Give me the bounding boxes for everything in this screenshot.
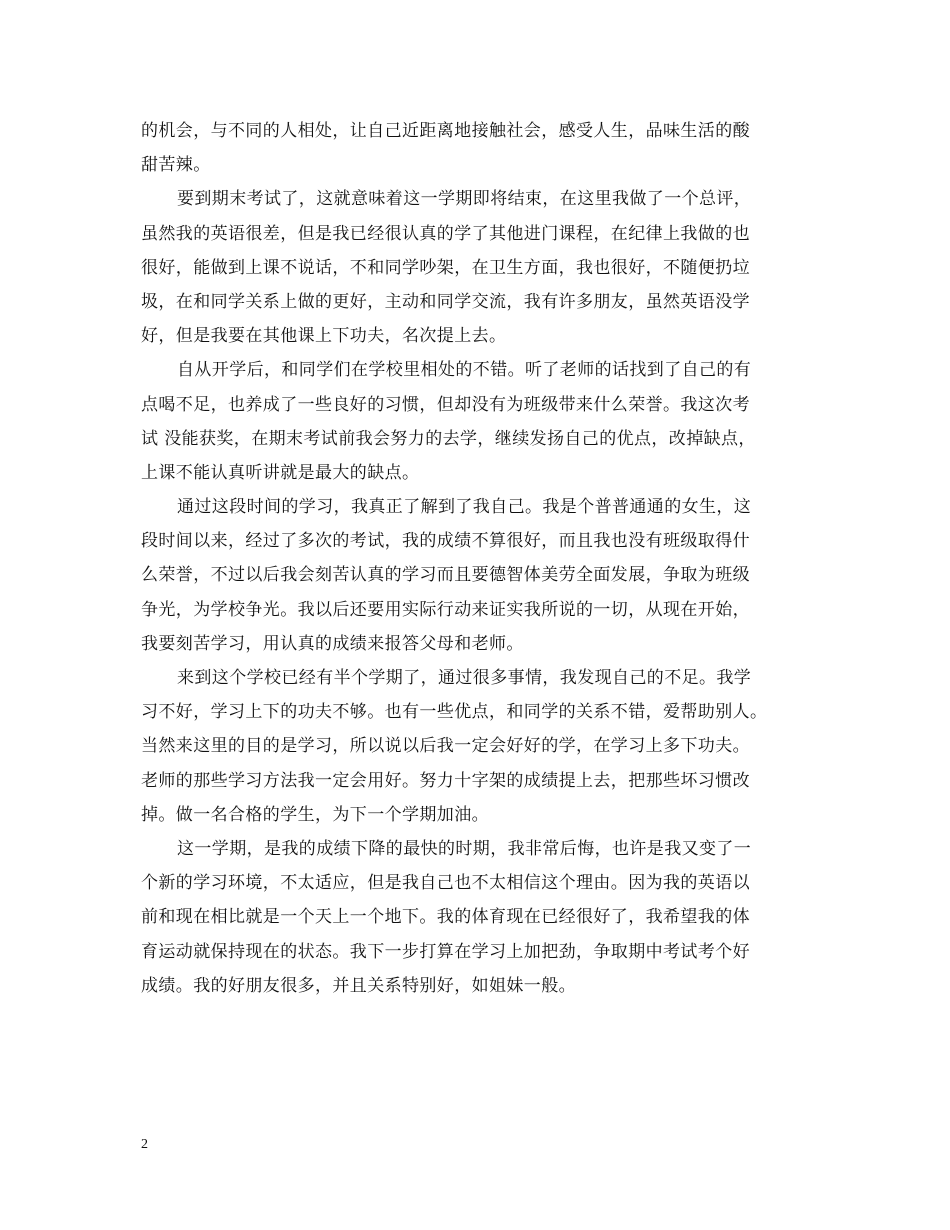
text-line: 当然来这里的目的是学习，所以说以后我一定会好好的学，在学习上多下功夫。 [141, 736, 750, 757]
text-line: 点喝不足，也养成了一些良好的习惯，但却没有为班级带来什么荣誉。我这次考 [141, 394, 750, 415]
text-line: 很好，能做到上课不说话，不和同学吵架，在卫生方面，我也很好，不随便扔垃 [141, 257, 750, 278]
text-line: 争光，为学校争光。我以后还要用实际行动来证实我所说的一切，从现在开始， [141, 599, 750, 620]
page-number: 2 [141, 1137, 148, 1152]
text-line: 么荣誉，不过以后我会刻苦认真的学习而且要德智体美劳全面发展，争取为班级 [141, 565, 750, 586]
text-line: 的机会，与不同的人相处，让自己近距离地接触社会，感受人生，品味生活的酸 [141, 121, 750, 141]
body-text [141, 114, 813, 1003]
text-line: 个新的学习环境，不太适应，但是我自己也不太相信这个理由。因为我的英语以 [141, 873, 750, 894]
text-line: 虽然我的英语很差，但是我已经很认真的学了其他进门课程，在纪律上我做的也 [141, 223, 750, 244]
text-line: 成绩。我的好朋友很多，并且关系特别好，如姐妹一般。 [141, 975, 576, 996]
text-line: 段时间以来，经过了多次的考试，我的成绩不算很好，而且我也没有班级取得什 [141, 531, 750, 552]
text-line: 这一学期，是我的成绩下降的最快的时期，我非常后悔，也许是我又变了一 [177, 838, 752, 859]
text-line: 要到期末考试了，这就意味着这一学期即将结束，在这里我做了一个总评， [177, 189, 752, 210]
text-line: 来到这个学校已经有半个学期了，通过很多事情，我发现自己的不足。我学 [177, 668, 752, 688]
text-line: 试 没能获奖，在期末考试前我会努力的去学，继续发扬自己的优点，改掉缺点， [141, 428, 756, 449]
text-line: 我要刻苦学习，用认真的成绩来报答父母和老师。 [141, 633, 524, 654]
text-line: 好，但是我要在其他课上下功夫，名次提上去。 [141, 326, 507, 347]
text-line: 圾，在和同学关系上做的更好，主动和同学交流，我有许多朋友，虽然英语没学 [141, 291, 750, 312]
text-line: 上课不能认真听讲就是最大的缺点。 [141, 462, 420, 483]
text-line: 甜苦辣。 [141, 155, 211, 176]
text-line: 掉。做一名合格的学生，为下一个学期加油。 [141, 804, 489, 825]
text-line: 前和现在相比就是一个天上一个地下。我的体育现在已经很好了，我希望我的体 [141, 907, 750, 928]
text-line: 老师的那些学习方法我一定会用好。努力十字架的成绩提上去，把那些坏习惯改 [141, 770, 750, 791]
text-line: 习不好，学习上下的功夫不够。也有一些优点，和同学的关系不错，爱帮助别人。 [141, 702, 768, 723]
text-line: 通过这段时间的学习，我真正了解到了我自己。我是个普普通通的女生，这 [177, 497, 752, 518]
text-line: 育运动就保持现在的状态。我下一步打算在学习上加把劲，争取期中考试考个好 [141, 941, 750, 962]
text-line: 自从开学后，和同学们在学校里相处的不错。听了老师的话找到了自己的有 [177, 360, 752, 381]
